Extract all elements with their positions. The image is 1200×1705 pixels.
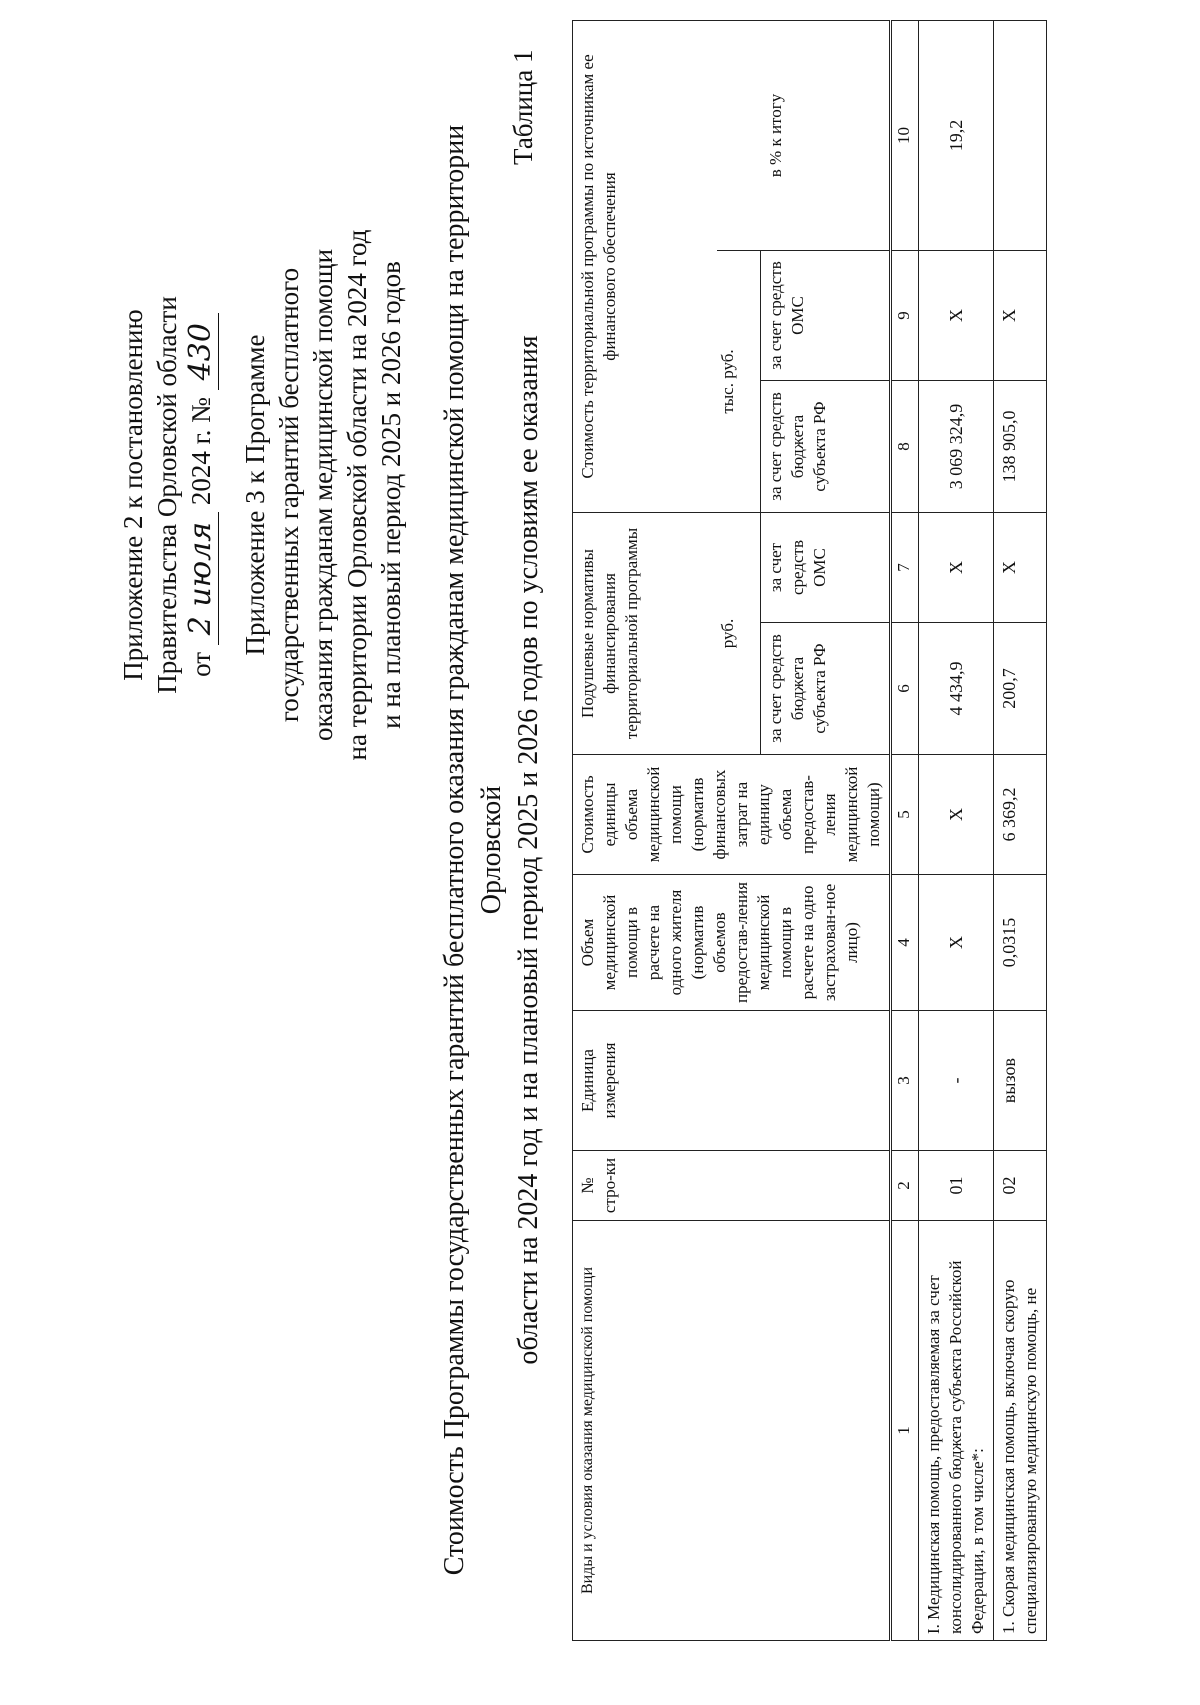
col-num-1: 1 — [891, 1221, 919, 1641]
program-ref-line-4: на территории Орловской области на 2024 год — [342, 229, 372, 761]
title-line-2: области на 2024 год и на плановый период 2025 и 2026 годов по условиям ее оказания — [513, 335, 544, 1365]
row-unit-cost: 6 369,2 — [994, 755, 1047, 875]
row-cost-percent: 19,2 — [919, 20, 994, 250]
program-ref-line-1: Приложение 3 к Программе — [240, 334, 270, 656]
handwritten-date-day: 2 июля — [183, 512, 219, 645]
header-cost-oms: за счет средств ОМС — [761, 250, 891, 380]
row-unit: вызов — [994, 1011, 1047, 1151]
row-cost-budget: 138 905,0 — [994, 380, 1047, 512]
col-num-4: 4 — [891, 875, 919, 1011]
row-volume: 0,0315 — [994, 875, 1047, 1011]
row-cost-oms: Х — [919, 250, 994, 380]
title-line-1: Стоимость Программы государственных гарантий бесплатного оказания гражданам медицинской помощи на территории Орловской — [439, 124, 507, 1576]
header-spacer — [717, 20, 761, 250]
row-unit-cost: Х — [919, 755, 994, 875]
header-unit: Единица измерения — [573, 1011, 891, 1151]
header-cost-unit: тыс. руб. — [717, 250, 761, 512]
row-name: I. Медицинская помощь, предоставляемая за счет консолидированного бюджета субъекта Российской Федерации, в том числе*: — [919, 1221, 994, 1641]
col-num-10: 10 — [891, 20, 919, 250]
col-num-2: 2 — [891, 1151, 919, 1221]
cost-table — [572, 20, 1047, 1641]
row-cost-percent — [994, 20, 1047, 250]
row-number: 01 — [919, 1151, 994, 1221]
row-number: 02 — [994, 1151, 1047, 1221]
row-cost-oms: Х — [994, 250, 1047, 380]
row-name: 1. Скорая медицинская помощь, включая скорую специализированную медицинскую помощь, не — [994, 1221, 1047, 1641]
program-ref-line-5: и на плановый период 2025 и 2026 годов — [376, 261, 406, 729]
program-ref-line-2: государственных гарантий бесплатного — [274, 267, 304, 723]
col-num-6: 6 — [891, 623, 919, 755]
program-ref-line-3: оказания гражданам медицинской помощи — [308, 248, 338, 742]
header-types: Виды и условия оказания медицинской помощи — [573, 1221, 891, 1641]
table-row — [919, 20, 994, 1640]
table-row — [994, 20, 1047, 1640]
header-per-capita: Подушевые нормативы финансирования территориальной программы — [573, 512, 717, 754]
header-unit-cost: Стоимость единицы объема медицинской помощи (норматив финансовых затрат на единицу объема предостав-ления медицинской помощи) — [573, 755, 891, 875]
document-title — [436, 115, 547, 1585]
approval-line-2: Правительства Орловской области — [152, 296, 182, 694]
approval-line-1: Приложение 2 к постановлению — [118, 309, 148, 681]
header-volume: Объем медицинской помощи в расчете на одного жителя (норматив объемов предостав-ления медицинской помощи в расчете на одно застрахован-ное лицо) — [573, 875, 891, 1011]
table-number: Таблица 1 — [508, 49, 538, 165]
col-num-9: 9 — [891, 250, 919, 380]
row-pc-oms: Х — [994, 512, 1047, 622]
handwritten-document-number: 430 — [183, 313, 219, 390]
col-num-8: 8 — [891, 380, 919, 512]
row-volume: Х — [919, 875, 994, 1011]
col-num-5: 5 — [891, 755, 919, 875]
row-pc-oms: Х — [919, 512, 994, 622]
row-pc-budget: 200,7 — [994, 623, 1047, 755]
header-row-1 — [573, 20, 717, 1640]
col-num-3: 3 — [891, 1011, 919, 1151]
row-cost-budget: 3 069 324,9 — [919, 380, 994, 512]
header-cost: Стоимость территориальной программы по источникам ее финансового обеспечения — [573, 20, 717, 512]
row-pc-budget: 4 434,9 — [919, 623, 994, 755]
column-number-row — [891, 20, 919, 1640]
date-year: 2024 г. № — [186, 397, 216, 506]
approval-block — [116, 215, 218, 775]
col-num-7: 7 — [891, 512, 919, 622]
header-row-no: № стро-ки — [573, 1151, 891, 1221]
date-prefix: от — [186, 651, 216, 677]
header-cost-percent: в % к итогу — [761, 20, 891, 250]
header-cost-budget: за счет средств бюджета субъекта РФ — [761, 380, 891, 512]
header-pc-budget: за счет средств бюджета субъекта РФ — [761, 623, 891, 755]
program-reference-block — [238, 105, 408, 885]
header-pc-oms: за счет средств ОМС — [761, 512, 891, 622]
approval-date-line — [184, 215, 218, 775]
row-unit: - — [919, 1011, 994, 1151]
header-per-capita-unit: руб. — [717, 512, 761, 754]
